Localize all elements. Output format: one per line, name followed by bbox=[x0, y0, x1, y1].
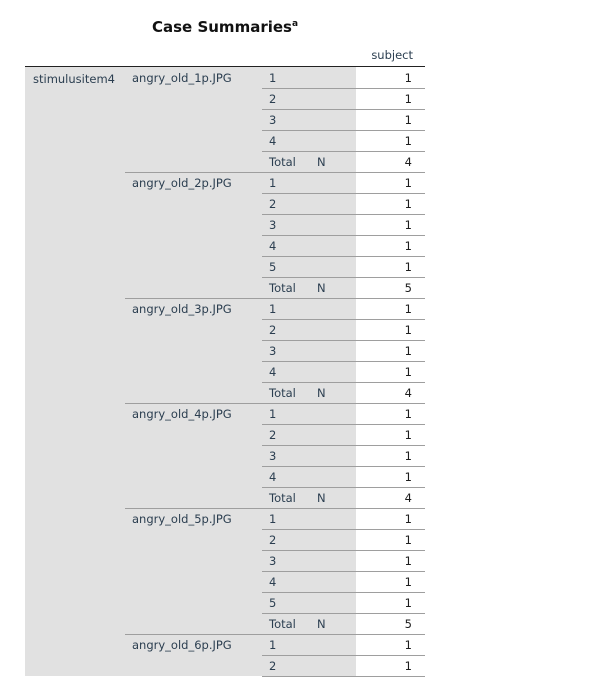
row-divider bbox=[262, 340, 425, 341]
row-divider bbox=[262, 487, 425, 488]
row-divider bbox=[262, 214, 425, 215]
n-label: N bbox=[317, 155, 326, 169]
row-label: 3 bbox=[269, 344, 277, 358]
row-label: 4 bbox=[269, 134, 277, 148]
row-header-area bbox=[25, 67, 356, 676]
row-divider bbox=[262, 529, 425, 530]
row-label: 1 bbox=[269, 176, 277, 190]
total-label: Total bbox=[269, 491, 296, 505]
row-value: 1 bbox=[404, 197, 412, 211]
row-divider bbox=[262, 655, 425, 656]
total-value: 5 bbox=[404, 617, 412, 631]
row-label: 3 bbox=[269, 218, 277, 232]
row-divider bbox=[262, 592, 425, 593]
row-divider bbox=[262, 361, 425, 362]
variable-label: stimulusitem4 bbox=[33, 72, 115, 86]
stimulus-image-label: angry_old_2p.JPG bbox=[132, 176, 232, 190]
row-label: 3 bbox=[269, 449, 277, 463]
row-divider bbox=[262, 277, 425, 278]
row-label: 2 bbox=[269, 659, 277, 673]
row-value: 1 bbox=[404, 134, 412, 148]
row-value: 1 bbox=[404, 638, 412, 652]
row-divider bbox=[262, 424, 425, 425]
total-value: 4 bbox=[404, 491, 412, 505]
row-value: 1 bbox=[404, 407, 412, 421]
total-label: Total bbox=[269, 155, 296, 169]
row-label: 1 bbox=[269, 302, 277, 316]
row-value: 1 bbox=[404, 218, 412, 232]
group-divider bbox=[125, 298, 425, 299]
table-title-text: Case Summaries bbox=[152, 18, 292, 36]
row-label: 1 bbox=[269, 512, 277, 526]
group-divider bbox=[125, 634, 425, 635]
row-value: 1 bbox=[404, 575, 412, 589]
row-label: 1 bbox=[269, 638, 277, 652]
row-label: 4 bbox=[269, 470, 277, 484]
row-value: 1 bbox=[404, 113, 412, 127]
row-divider bbox=[262, 88, 425, 89]
row-label: 4 bbox=[269, 365, 277, 379]
total-label: Total bbox=[269, 281, 296, 295]
row-label: 2 bbox=[269, 197, 277, 211]
stimulus-image-label: angry_old_3p.JPG bbox=[132, 302, 232, 316]
row-label: 1 bbox=[269, 71, 277, 85]
n-label: N bbox=[317, 386, 326, 400]
row-value: 1 bbox=[404, 428, 412, 442]
row-divider bbox=[262, 550, 425, 551]
stimulus-image-label: angry_old_4p.JPG bbox=[132, 407, 232, 421]
row-label: 3 bbox=[269, 113, 277, 127]
row-divider bbox=[262, 256, 425, 257]
total-value: 4 bbox=[404, 386, 412, 400]
total-label: Total bbox=[269, 386, 296, 400]
stimulus-image-label: angry_old_5p.JPG bbox=[132, 512, 232, 526]
row-value: 1 bbox=[404, 365, 412, 379]
row-value: 1 bbox=[404, 344, 412, 358]
row-value: 1 bbox=[404, 533, 412, 547]
row-divider bbox=[262, 319, 425, 320]
row-label: 2 bbox=[269, 428, 277, 442]
row-label: 2 bbox=[269, 533, 277, 547]
row-divider bbox=[262, 130, 425, 131]
row-divider bbox=[262, 193, 425, 194]
row-divider bbox=[262, 109, 425, 110]
row-value: 1 bbox=[404, 596, 412, 610]
row-divider bbox=[262, 445, 425, 446]
row-label: 5 bbox=[269, 596, 277, 610]
row-value: 1 bbox=[404, 302, 412, 316]
row-value: 1 bbox=[404, 512, 412, 526]
total-value: 5 bbox=[404, 281, 412, 295]
row-label: 4 bbox=[269, 239, 277, 253]
row-divider bbox=[262, 382, 425, 383]
table-title-footnote-marker: a bbox=[291, 19, 299, 29]
n-label: N bbox=[317, 491, 326, 505]
group-divider bbox=[125, 172, 425, 173]
total-value: 4 bbox=[404, 155, 412, 169]
row-value: 1 bbox=[404, 92, 412, 106]
column-header-subject: subject bbox=[371, 48, 413, 62]
row-divider bbox=[262, 466, 425, 467]
stimulus-image-label: angry_old_6p.JPG bbox=[132, 638, 232, 652]
row-value: 1 bbox=[404, 176, 412, 190]
row-label: 4 bbox=[269, 575, 277, 589]
row-label: 2 bbox=[269, 323, 277, 337]
n-label: N bbox=[317, 281, 326, 295]
table-title bbox=[152, 18, 298, 36]
row-divider bbox=[262, 571, 425, 572]
row-value: 1 bbox=[404, 470, 412, 484]
row-value: 1 bbox=[404, 239, 412, 253]
row-value: 1 bbox=[404, 260, 412, 274]
row-value: 1 bbox=[404, 323, 412, 337]
row-label: 3 bbox=[269, 554, 277, 568]
row-label: 5 bbox=[269, 260, 277, 274]
row-value: 1 bbox=[404, 554, 412, 568]
row-value: 1 bbox=[404, 449, 412, 463]
n-label: N bbox=[317, 617, 326, 631]
row-divider bbox=[262, 613, 425, 614]
row-label: 2 bbox=[269, 92, 277, 106]
row-label: 1 bbox=[269, 407, 277, 421]
row-divider bbox=[262, 235, 425, 236]
stimulus-image-label: angry_old_1p.JPG bbox=[132, 71, 232, 85]
row-value: 1 bbox=[404, 659, 412, 673]
row-divider bbox=[262, 151, 425, 152]
group-divider bbox=[125, 508, 425, 509]
row-value: 1 bbox=[404, 71, 412, 85]
group-divider bbox=[125, 403, 425, 404]
total-label: Total bbox=[269, 617, 296, 631]
